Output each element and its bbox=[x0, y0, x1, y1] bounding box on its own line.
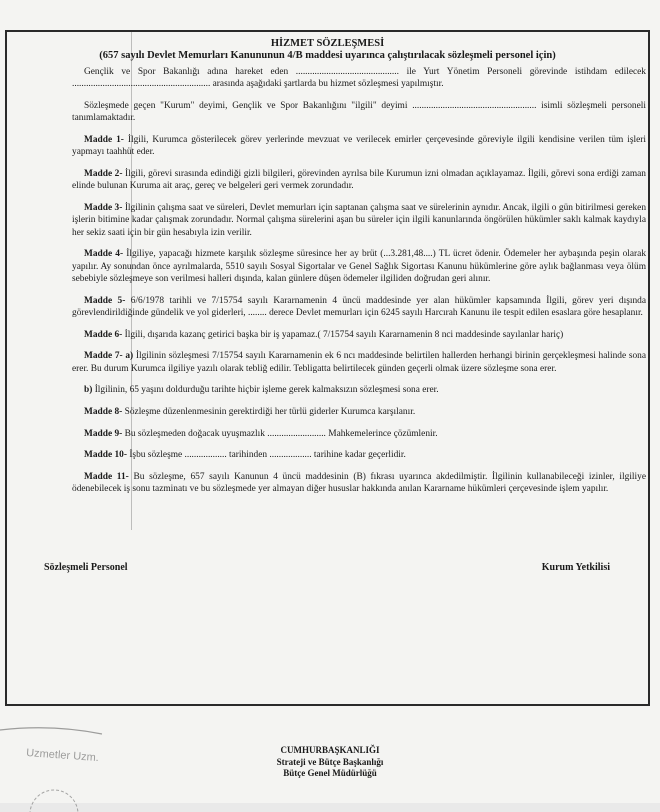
article-5: Madde 5- 6/6/1978 tarihli ve 7/15754 sayılı Kararnamenin 4 üncü maddesinde yer alan hükümler kapsamında İlgili, görev yeri dışında görevlendirildiğinde gündelik ve yol giderleri, ........ derece Devlet memurları için 6245 sayılı Harcırah Kanunu ile tespit edilen esaslara göre hesaplanır. bbox=[72, 295, 646, 319]
signature-personnel-label: Sözleşmeli Personel bbox=[44, 562, 128, 573]
intro-paragraph-2: Sözleşmede geçen "Kurum" deyimi, Gençlik ve Spor Bakanlığını "ilgili" deyimi ..................................................... isimli sözleşmeli personeli tanımlamaktadır. bbox=[72, 101, 646, 124]
document-title: HİZMET SÖZLEŞMESİ bbox=[270, 38, 385, 49]
article-2: Madde 2- İlgili, görevi sırasında edindiği gizli bilgileri, görevinden ayrılsa bile Kurumun izni olmadan açıklayamaz. İlgili, görevi sona erdiği zaman elinde bulunan Kuruma ait araç, gereç ve belgeleri geri vermek zorundadır. bbox=[72, 169, 646, 192]
article-7a: Madde 7- a) İlgilinin sözleşmesi 7/15754 sayılı Kararnamenin ek 6 ncı maddesinde belirtilen hallerden herhangi birinin gerçekleşmesi halinde sona erer. Bu durum Kurumca ilgiliye yazılı olarak tebliğ edilir. Tebligatta belirtilecek günden geçerli olmak üzere sözleşme sona erer. bbox=[72, 351, 647, 374]
stamp-text: Uzmetler Uzm. bbox=[25, 747, 100, 765]
article-7b: b) İlgilinin, 65 yaşını doldurduğu tarihte hiçbir işleme gerek kalmaksızın sözleşmesi sona erer. bbox=[84, 385, 439, 396]
article-6: Madde 6- İlgili, dışarıda kazanç getirici başka bir iş yapamaz.( 7/15754 sayılı Kararnamenin 8 nci maddesinde sayılanlar hariç) bbox=[84, 329, 564, 340]
article-1: Madde 1- İlgili, Kurumca gösterilecek görev yerlerinde mevzuat ve verilecek emirler çerçevesinde göreviyle ilgili kendisine verilen tüm işleri yapmayı taahhüt eder. bbox=[72, 135, 647, 158]
article-4: Madde 4- İlgiliye, yapacağı hizmete karşılık sözleşme süresince her ay brüt (...3.281,48....) TL ücret ödenir. Ödemeler her aybaşında peşin olarak yapılır. Ay sonundan önce ayrılmalarda, 5510 sayılı Sosyal Sigortalar ve Genel Sağlık Sigortası Kanunu hükümlerine göre aylık bağlanması veya ölüm sebebiyle sözleşmeye son verilmesi halleri dışında, kalan günlere düşen ödemeler ilgiliden doğrudan geri alınır. bbox=[72, 249, 647, 285]
intro-paragraph-1: Gençlik ve Spor Bakanlığı adına hareket eden ............................................ ile Yurt Yönetim Personeli görevinde istihdam edilecek ........................................................... arasında aşağıdaki şartlarda bu hizmet sözleşmesi yapılmıştır. bbox=[72, 67, 646, 90]
contract-body bbox=[72, 66, 646, 505]
article-9: Madde 9- Bu sözleşmeden doğacak uyuşmazlık ......................... Mahkemelerince çözümlenir. bbox=[84, 428, 438, 439]
document-header bbox=[7, 38, 648, 62]
footer-line-1: CUMHURBAŞKANLIĞI bbox=[280, 745, 380, 755]
footer-institution bbox=[0, 745, 660, 780]
footer-line-3: Bütçe Genel Müdürlüğü bbox=[283, 768, 377, 778]
signature-authority-label: Kurum Yetkilisi bbox=[541, 562, 610, 573]
document-subtitle: (657 sayılı Devlet Memurları Kanununun 4/B maddesi uyarınca çalıştırılacak sözleşmeli personel için) bbox=[99, 50, 556, 61]
article-11: Madde 11- Bu sözleşme, 657 sayılı Kanunun 4 üncü maddesinin (B) fıkrası uyarınca akdedilmiştir. İlgilinin kullanabileceği izinler, ilgiliye ödenebilecek iş sonu tazminatı ve bu sözleşmede yer almayan diğer hususlar hakkında anılan Kararname hükümleri çerçevesinde işlem yapılır. bbox=[72, 471, 646, 495]
article-3: Madde 3- İlgilinin çalışma saat ve süreleri, Devlet memurları için saptanan çalışma saat ve sürelerinin aynıdır. Ancak, ilgili o gün bitirilmesi gereken işlerin bitimine kadar çalışmak zorundadır. Normal çalışma sürelerini aşan bu süreler için ilgili kanunlarında öngörülen hükümler saklı kalmak kaydıyla her sekiz saati için bir gün hesabıyla izin verilir. bbox=[72, 203, 647, 238]
article-8: Madde 8- Sözleşme düzenlenmesinin gerektirdiği her türlü giderler Kurumca karşılanır. bbox=[84, 407, 416, 417]
article-10: Madde 10- İşbu sözleşme .................. tarihinden .................. tarihine kadar geçerlidir. bbox=[84, 450, 406, 461]
footer-line-2: Strateji ve Bütçe Başkanlığı bbox=[276, 756, 384, 767]
